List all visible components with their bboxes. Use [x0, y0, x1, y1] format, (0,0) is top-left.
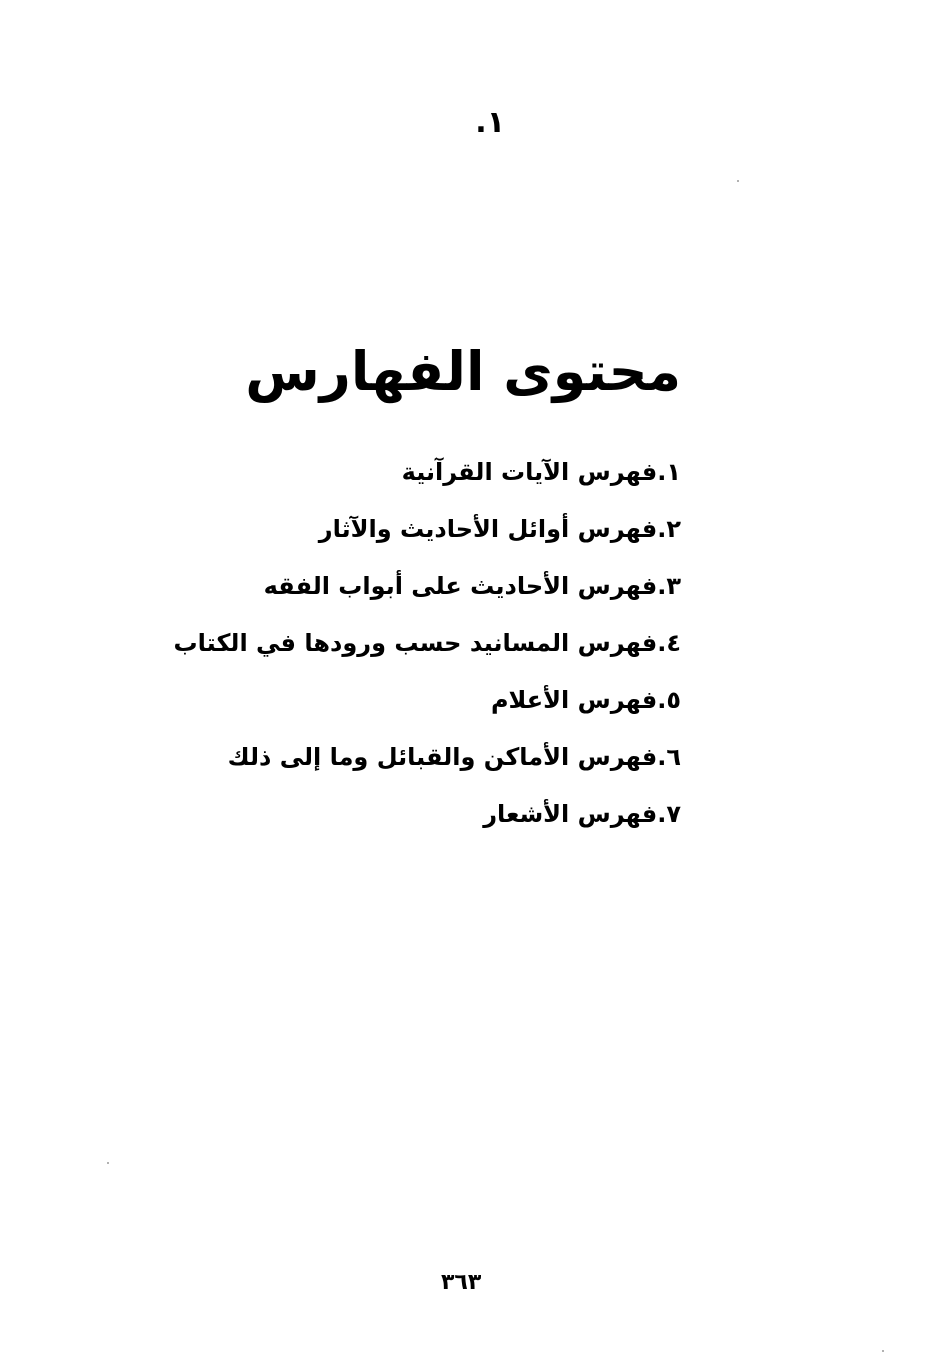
index-list [174, 455, 681, 854]
section-number: ١. [475, 105, 505, 140]
scan-speck [107, 1162, 109, 1164]
page-title: محتوى الفهارس [245, 340, 681, 403]
index-item-quran-verses: ١.فهرس الآيات القرآنية [401, 458, 681, 486]
index-item-places-tribes: ٦.فهرس الأماكن والقبائل وما إلى ذلك [227, 743, 681, 771]
scan-speck [882, 1350, 884, 1352]
index-item-notables: ٥.فهرس الأعلام [490, 686, 681, 714]
index-item-musnads: ٤.فهرس المسانيد حسب ورودها في الكتاب [173, 629, 681, 657]
index-item-poetry: ٧.فهرس الأشعار [483, 800, 681, 828]
index-item-hadith-openings: ٢.فهرس أوائل الأحاديث والآثار [318, 515, 681, 543]
page-number: ٣٦٣ [441, 1270, 482, 1295]
index-item-hadith-fiqh-chapters: ٣.فهرس الأحاديث على أبواب الفقه [263, 572, 681, 600]
scan-speck [737, 180, 739, 182]
